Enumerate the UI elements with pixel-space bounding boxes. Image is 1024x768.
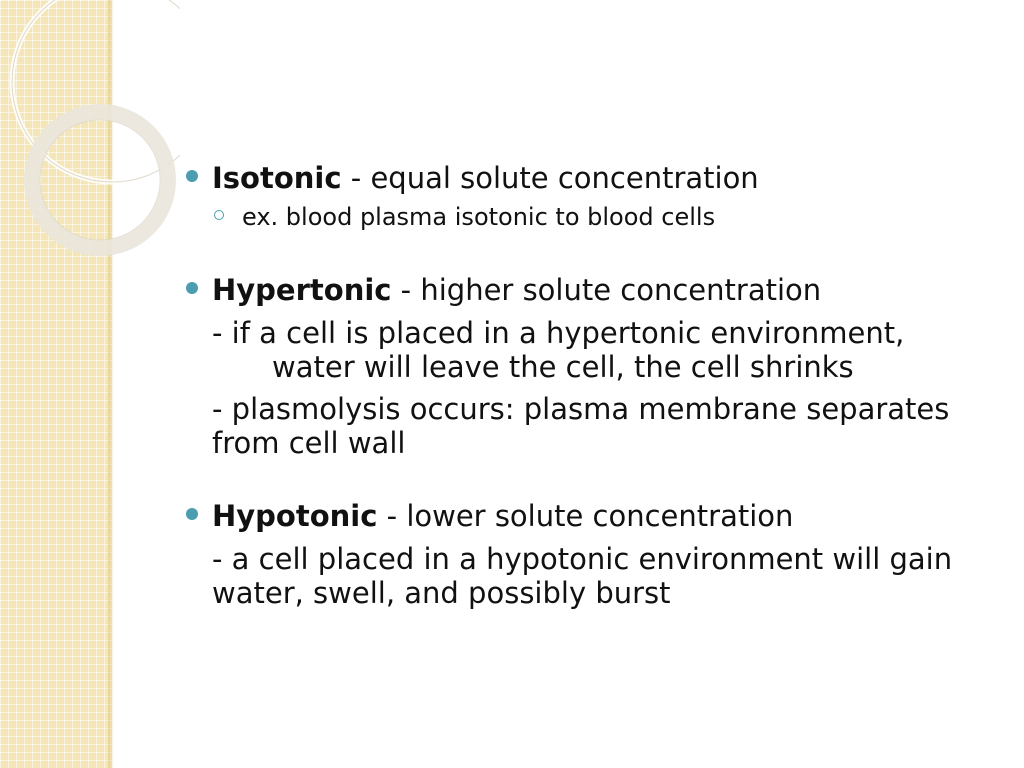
bullet-hypertonic xyxy=(184,272,994,308)
sub-bullet-isotonic-example xyxy=(214,200,994,234)
desc-hypotonic: - lower solute concentration xyxy=(377,499,794,533)
bullet-dot-icon xyxy=(186,170,198,182)
hollow-bullet-icon xyxy=(214,210,224,220)
term-isotonic: Isotonic xyxy=(212,161,342,195)
desc-isotonic: - equal solute concentration xyxy=(341,161,759,195)
hypertonic-detail-1-line2: water will leave the cell, the cell shrinks xyxy=(272,350,854,384)
desc-hypertonic: - higher solute concentration xyxy=(391,273,822,307)
hypertonic-detail-1-line1: - if a cell is placed in a hypertonic environment, xyxy=(212,316,905,350)
bullet-dot-icon xyxy=(186,508,198,520)
hypertonic-detail-1 xyxy=(184,316,994,384)
hypertonic-detail-2: - plasmolysis occurs: plasma membrane separates from cell wall xyxy=(212,392,950,460)
decorative-circles xyxy=(0,0,180,260)
bullet-dot-icon xyxy=(186,282,198,294)
bullet-isotonic xyxy=(184,160,994,196)
slide-body xyxy=(184,160,994,610)
bullet-hypotonic xyxy=(184,498,994,534)
sub-text-isotonic: ex. blood plasma isotonic to blood cells xyxy=(242,203,716,231)
hypotonic-detail-1: - a cell placed in a hypotonic environment will gain water, swell, and possibly burst xyxy=(212,542,953,610)
term-hypertonic: Hypertonic xyxy=(212,273,392,307)
term-hypotonic: Hypotonic xyxy=(212,499,378,533)
